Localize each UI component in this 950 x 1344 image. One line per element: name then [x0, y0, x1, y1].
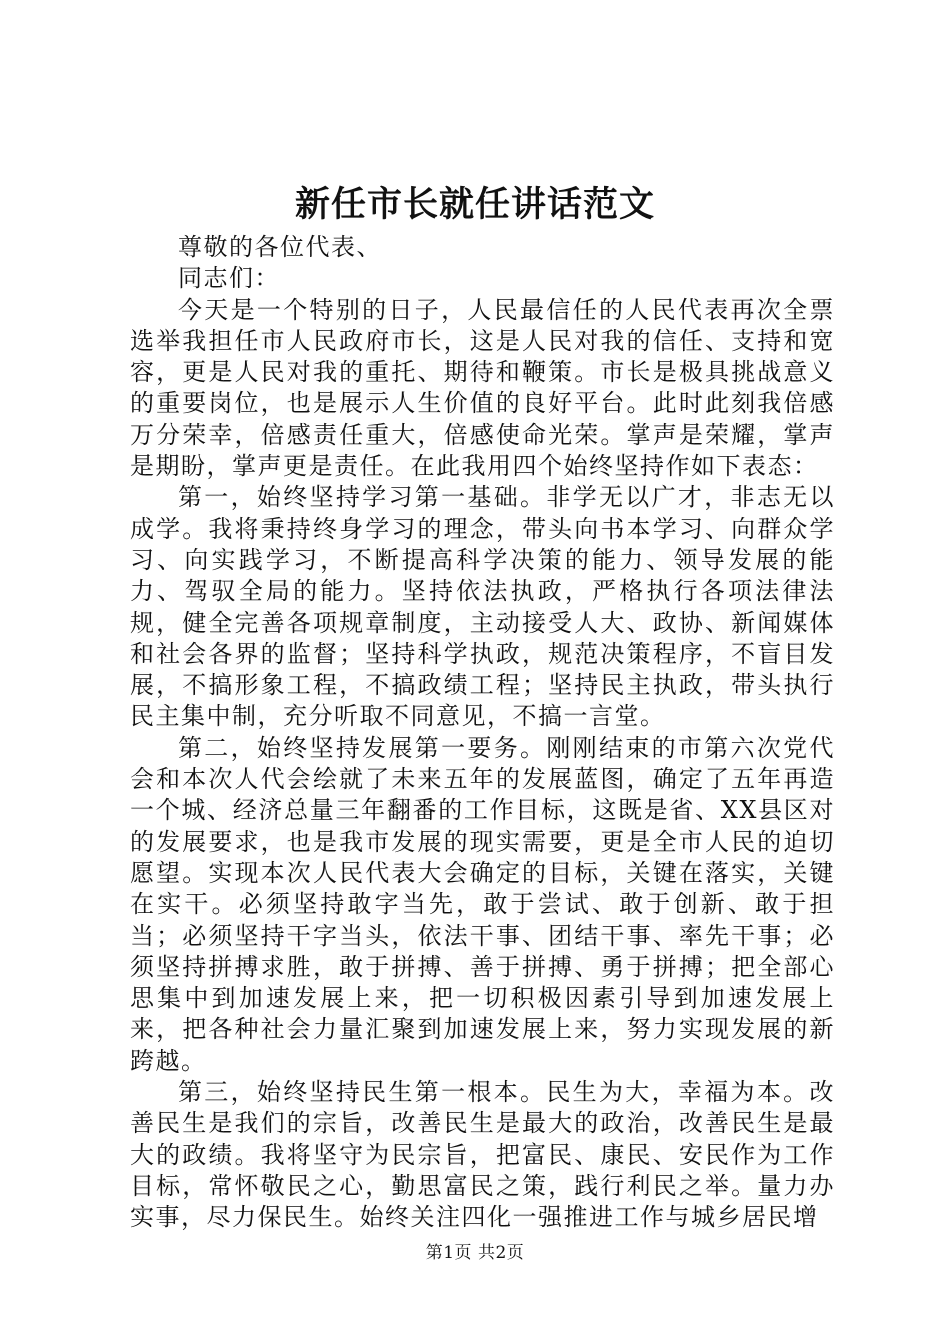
document-title: 新任市长就任讲话范文 [294, 184, 655, 225]
salutation-line: 尊敬的各位代表、 [178, 233, 382, 261]
document-body [130, 232, 835, 1234]
page-number-footer: 第1页 共2页 [425, 1243, 525, 1263]
body-paragraph: 第二，始终坚持发展第一要务。刚刚结束的市第六次党代会和本次人代会绘就了未来五年的发展蓝图，确定了五年再造一个城、经济总量三年翻番的工作目标，这既是省、XX县区对的发展要求，也是我市发展的现实需要，更是全市人民的迫切愿望。实现本次人民代表大会确定的目标，关键在落实，关键在实干。必须坚持敢字当先，敢于尝试、敢于创新、敢于担当；必须坚持干字当头，依法干事、团结干事、率先干事；必须坚持拼搏求胜，敢于拼搏、善于拼搏、勇于拼搏；把全部心思集中到加速发展上来，把一切积极因素引导到加速发展上来，把各种社会力量汇聚到加速发展上来，努力实现发展的新跨越。 [130, 733, 835, 1075]
body-paragraph: 今天是一个特别的日子，人民最信任的人民代表再次全票选举我担任市人民政府市长，这是人民对我的信任、支持和宽容，更是人民对我的重托、期待和鞭策。市长是极具挑战意义的重要岗位，也是展示人生价值的良好平台。此时此刻我倍感万分荣幸，倍感责任重大，倍感使命光荣。掌声是荣耀，掌声是期盼，掌声更是责任。在此我用四个始终坚持作如下表态： [130, 295, 835, 481]
body-paragraph: 第三，始终坚持民生第一根本。民生为大，幸福为本。改善民生是我们的宗旨，改善民生是最大的政治，改善民生是最大的政绩。我将坚守为民宗旨，把富民、康民、安民作为工作目标，常怀敬民之心，勤思富民之策，践行利民之举。量力办实事，尽力保民生。始终关注四化一强推进工作与城乡居民增 [130, 1078, 835, 1232]
body-paragraph: 第一，始终坚持学习第一基础。非学无以广才，非志无以成学。我将秉持终身学习的理念，带头向书本学习、向群众学习、向实践学习，不断提高科学决策的能力、领导发展的能力、驾驭全局的能力。坚持依法执政，严格执行各项法律法规，健全完善各项规章制度，主动接受人大、政协、新闻媒体和社会各界的监督；坚持科学执政，规范决策程序，不盲目发展，不搞形象工程，不搞政绩工程；坚持民主执政，带头执行民主集中制，充分听取不同意见，不搞一言堂。 [130, 483, 835, 731]
salutation-line: 同志们： [178, 264, 280, 293]
